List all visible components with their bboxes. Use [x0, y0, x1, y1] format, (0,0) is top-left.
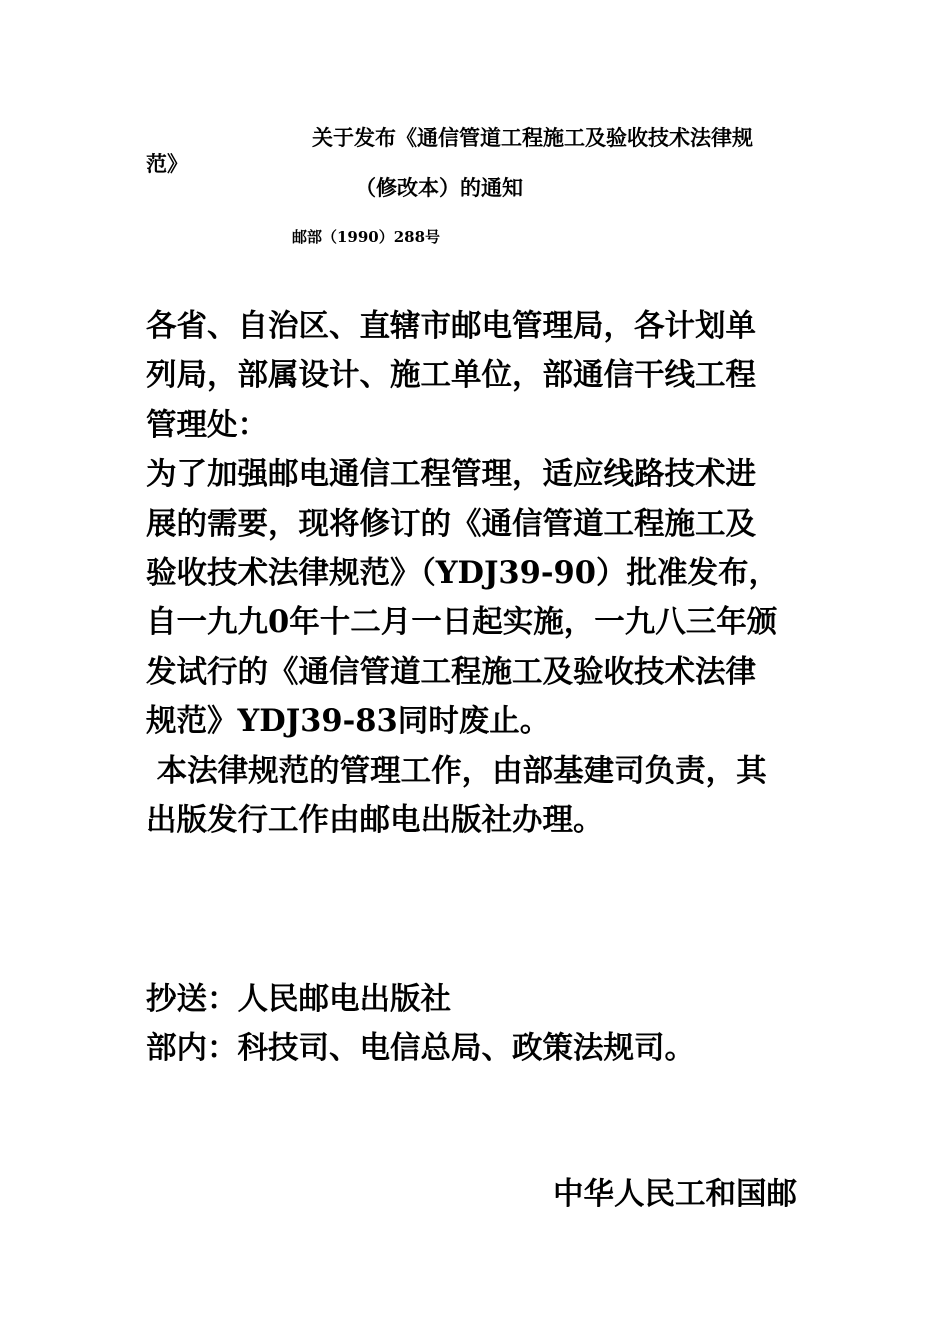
document-number: 邮部（1990）288号 [292, 228, 441, 246]
body-line: 展的需要，现将修订的《通信管道工程施工及 [146, 505, 756, 542]
body-line: 自一九九0年十二月一日起实施，一九八三年颁 [146, 604, 778, 641]
notice-title-line-1: 关于发布《通信管道工程施工及验收技术法律规 [312, 125, 753, 150]
body-line: 各省、自治区、直辖市邮电管理局，各计划单 [146, 308, 756, 344]
issuer-signature: 中华人民工和国邮 [553, 1176, 797, 1212]
cc-internal-recipients: 部内：科技司、电信总局、政策法规司。 [146, 1030, 695, 1067]
notice-title-line-1-continued: 范》 [146, 151, 188, 176]
body-line: 列局，部属设计、施工单位，部通信干线工程 [146, 357, 756, 394]
carbon-copy-section [146, 975, 695, 1074]
body-line: 本法律规范的管理工作，由部基建司负责，其 [146, 752, 767, 789]
body-line: 发试行的《通信管道工程施工及验收技术法律 [146, 653, 756, 690]
body-line: 出版发行工作由邮电出版社办理。 [146, 802, 604, 839]
body-line: 管理处： [146, 406, 268, 443]
body-line: 规范》YDJ39-83同时废止。 [146, 703, 551, 740]
body-line: 验收技术法律规范》（YDJ39-90）批准发布， [146, 555, 779, 592]
body-line: 为了加强邮电通信工程管理，适应线路技术进 [146, 456, 756, 493]
cc-recipients: 抄送：人民邮电出版社 [146, 981, 451, 1017]
notice-title-line-2: （修改本）的通知 [355, 175, 523, 200]
notice-body [146, 302, 806, 845]
